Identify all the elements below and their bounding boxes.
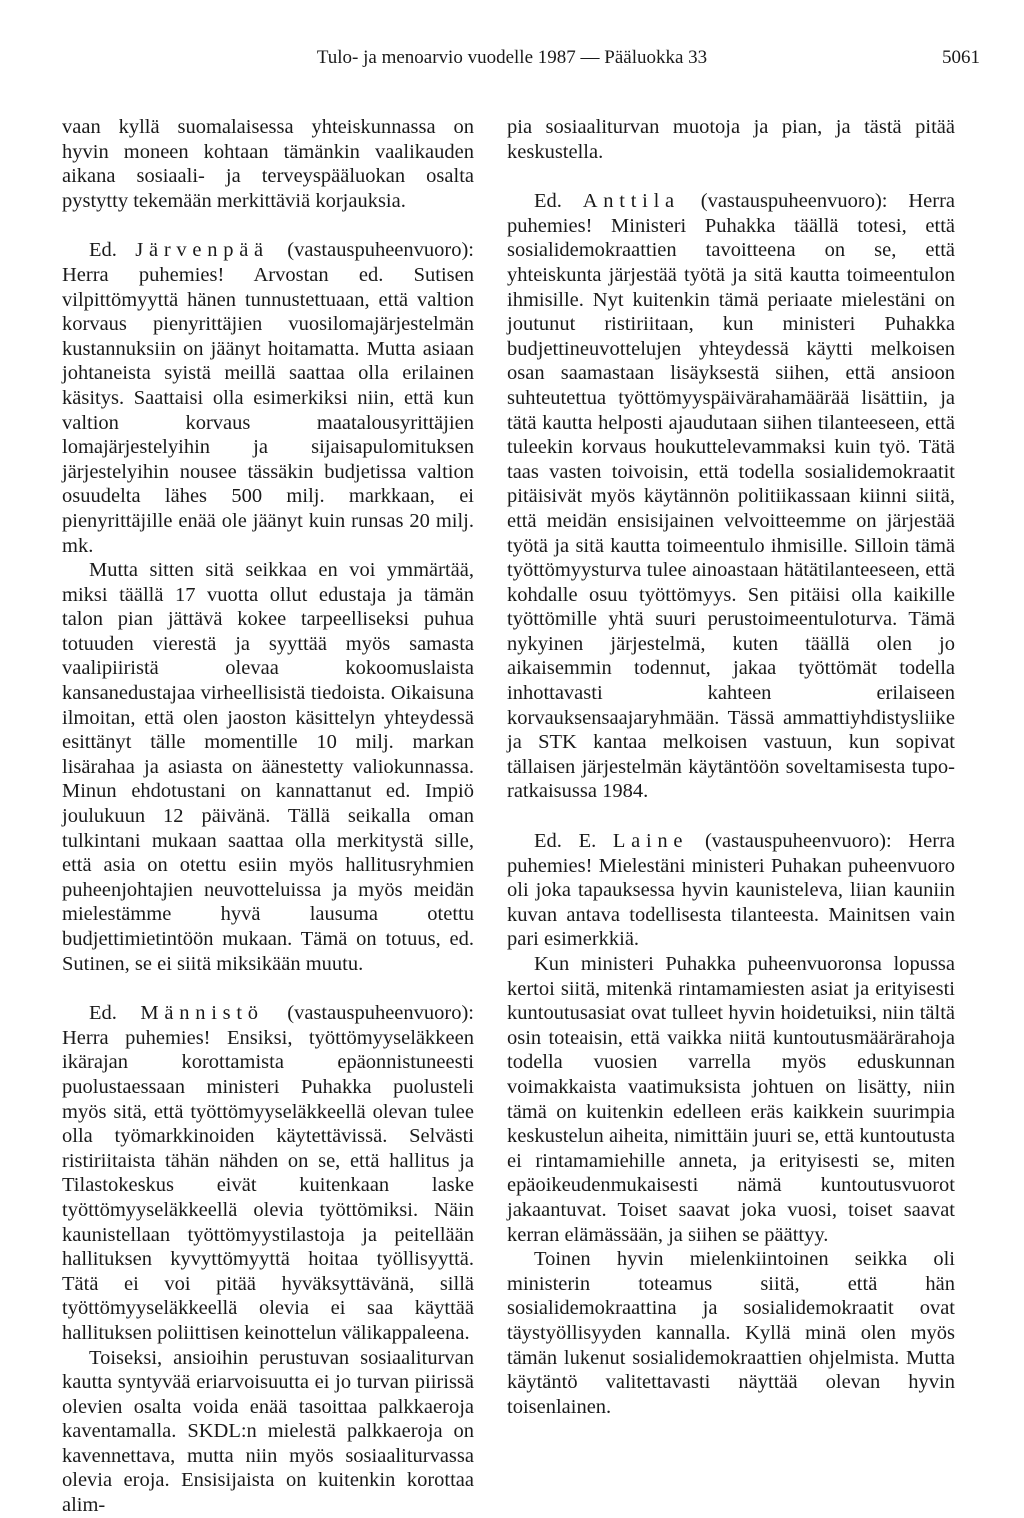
speaker-name: Anttila [582, 190, 680, 213]
speaker-role: (vastauspuheenvuoro): [287, 1002, 475, 1025]
speech-jarvenpaa [62, 238, 474, 558]
speaker-role: (vastauspuheenvuoro): [287, 239, 475, 262]
speaker-prefix: Ed. [89, 1002, 117, 1025]
speaker-role: (vastauspuheenvuoro): [704, 830, 892, 853]
right-column [507, 115, 955, 1419]
paragraph: Toiseksi, ansioihin perustuvan sosiaaliturvan kautta syntyvää eriarvoisuutta ei jo turvan piirissä olevien osalta voida enää tasoittaa palkkaeroja kaventamalla. SKDL:n mielestä palkkaeroja on kavennettava, mutta niin myös sosiaaliturvassa olevia eroja. Ensisijaista on kuitenkin korottaa alim- [62, 1346, 474, 1517]
paragraph: pia sosiaaliturvan muotoja ja pian, ja tästä pitää keskustella. [507, 116, 955, 163]
speech-laine [507, 829, 955, 952]
running-header [0, 47, 1024, 77]
speaker-prefix: Ed. E. [534, 830, 597, 853]
speech-text: Herra puhemies! Arvostan ed. Sutisen vilpittömyyttä hänen tunnustettuaan, että valtion korvaus pienyrittäjien vuosilomajärjestelmän kustannuksiin on jäänyt hoitamatta. Mutta asiaan johtaneista syistä meillä saattaa olla erilainen käsitys. Saattaisi olla esimerkiksi niin, että kun valtion korvaus maatalousyrittäjien lomajärjestelyihin ja sijaisapulomituksen järjestelyihin nousee tässäkin budjetissa valtion osuudelta lähes 500 milj. markkaan, ei pienyrittäjille enää ole jäänyt kuin runsas 20 milj. mk. [62, 263, 474, 557]
speech-anttila [507, 189, 955, 804]
speech-text: Herra puhemies! Ministeri Puhakka täällä totesi, että sosialidemokraattien tavoitteena on se, että yhteiskunta järjestää työtä ja sitä kautta toimeentulon ihmisille. Nyt kuitenkin tämä periaate mielestäni on joutunut ristiriitaan, kun ministeri Puhakka budjettineuvottelujen yhteydessä käytti melkoisen osan saamastaan lisäyksestä siihen, että ansioon suhteutettua työttömyyspäivärahamäärää lisättiin, ja tätä kautta helposti ajaudutaan siihen tilanteeseen, että tuleekin korvaus houkuttelevammaksi kuin työ. Tätä taas vasten toivoisin, että todella sosialidemokraatit pitäisivät myös käytännön politiikassaan kiinni siitä, että meidän ensisijainen velvoitteemme on järjestää työtä ja sitä kautta toimeentulo ihmisille. Silloin tämä työttömyysturva tulee ainoastaan hätätilanteeseen, että kohdalle osuu työttömyys. Sen pitäisi olla kaikille työttömille yhtä suuri perustoimeentuloturva. Tämä nykyinen järjestelmä, kuten täällä olen jo aikaisemmin todennut, jakaa työttömät todella inhottavasti kahteen erilaiseen korvauksensaajaryhmään. Tässä ammattiyhdistysliike ja STK kantaa melkoisen vastuun, kun sopivat tällaisen järjestelmän käytäntöön soveltamisesta tupo-ratkaisussa 1984. [507, 190, 955, 803]
speech-text: Herra puhemies! Mielestäni ministeri Puhakan puheenvuoro oli joka tapauksessa hyvin kaunisteleva, liian kauniin kuvan antava todellisesta tilanteesta. Mainitsen vain pari esimerkkiä. [507, 830, 955, 951]
speech-text: Herra puhemies! Ensiksi, työttömyyseläkkeen ikärajan korottamista epäonnistuneesti puolustaessaan ministeri Puhakka puolusteli myös sitä, että työttömyyseläkkeellä olevan tulee olla työmarkkinoiden käytettävissä. Selvästi ristiriitaista tähän nähden on se, että hallitus ja Tilastokeskus eivät kuitenkaan laske työttömyyseläkkeellä olevia työttömiksi. Näin kaunistellaan työttömyystilastoja ja peitellään hallituksen kyvyttömyyttä hoitaa työllisyyttä. Tätä ei voi pitää hyväksyttävänä, sillä työttömyyseläkkeellä olevia ei saa käyttää hallituksen poliittisen keinottelun välikappaleena. [62, 1026, 474, 1344]
left-column [62, 115, 474, 1518]
speaker-prefix: Ed. [534, 190, 562, 213]
paragraph: Toinen hyvin mielenkiintoinen seikka oli ministerin toteamus siitä, että hän sosialidemokraattina ja sosialidemokraatit ovat täystyöllisyyden kannalla. Kyllä minä olen myös tämän lukenut sosialidemokraattien ohjelmista. Mutta käytäntö valitettavasti näyttää olevan hyvin toisenlainen. [507, 1248, 955, 1418]
page-number: 5061 [942, 47, 980, 68]
speaker-role: (vastauspuheenvuoro): [700, 190, 888, 213]
header-title: Tulo- ja menoarvio vuodelle 1987 — Pääluokka 33 [316, 47, 708, 68]
speaker-name: Järvenpää [135, 239, 269, 262]
speaker-name: Laine [612, 830, 689, 853]
speaker-name: Männistö [140, 1002, 264, 1025]
paragraph: vaan kyllä suomalaisessa yhteiskunnassa on hyvin moneen kohtaan tämänkin vaalikauden aikana sosiaali- ja terveyspääluokan osalta pystytty tekemään merkittäviä korjauksia. [62, 116, 474, 212]
paragraph: Mutta sitten sitä seikkaa en voi ymmärtää, miksi täällä 17 vuotta ollut edustaja ja tämän talon pian jättävä kokee tarpeelliseksi puhua totuuden vierestä ja syyttää myös samasta vaalipiiristä olevaa kokoomuslaista kansanedustajaa virheellisistä tiedoista. Oikaisuna ilmoitan, että olen jaoston käsittelyn yhteydessä esittänyt tälle momentille 10 milj. markan lisärahaa ja asiasta on äänestetty valiokunnassa. Minun ehdotustani on kannattanut ed. Impiö joulukuun 12 päivänä. Tällä seikalla oman tulkintani mukaan saattaa olla merkitystä sille, että asia on otettu esiin myös hallitusryhmien puheenjohtajien neuvotteluissa ja myös meidän mielestämme hyvä lausuma otettu budjettimietintöön mukaan. Tämä on totuus, ed. Sutinen, se ei siitä miksikään muutu. [62, 559, 474, 975]
speaker-prefix: Ed. [89, 239, 117, 262]
speech-mannisto [62, 1001, 474, 1345]
paragraph: Kun ministeri Puhakka puheenvuoronsa lopussa kertoi siitä, mitenkä rintamamiesten asiat ja erityisesti kuntoutusasiat ovat tulleet hyvin hoidetuiksi, niin tältä osin toteaisin, että vaikka niitä kuntoutusmäärärahoja todella vuosien varrella myös eduskunnan voimakkaista vaatimuksista johtuen on lisätty, niin tämä on kuitenkin edelleen eräs kaikkein suurimpia keskustelun aiheita, nimittäin juuri se, että kuntoutusta ei rintamamiehille anneta, ja erityisesti se, miten epäoikeudenmukaisesti nämä kuntoutusvuorot jakaantuvat. Toiset saavat joka vuosi, toiset saavat kerran elämässään, ja siihen se päättyy. [507, 953, 955, 1246]
